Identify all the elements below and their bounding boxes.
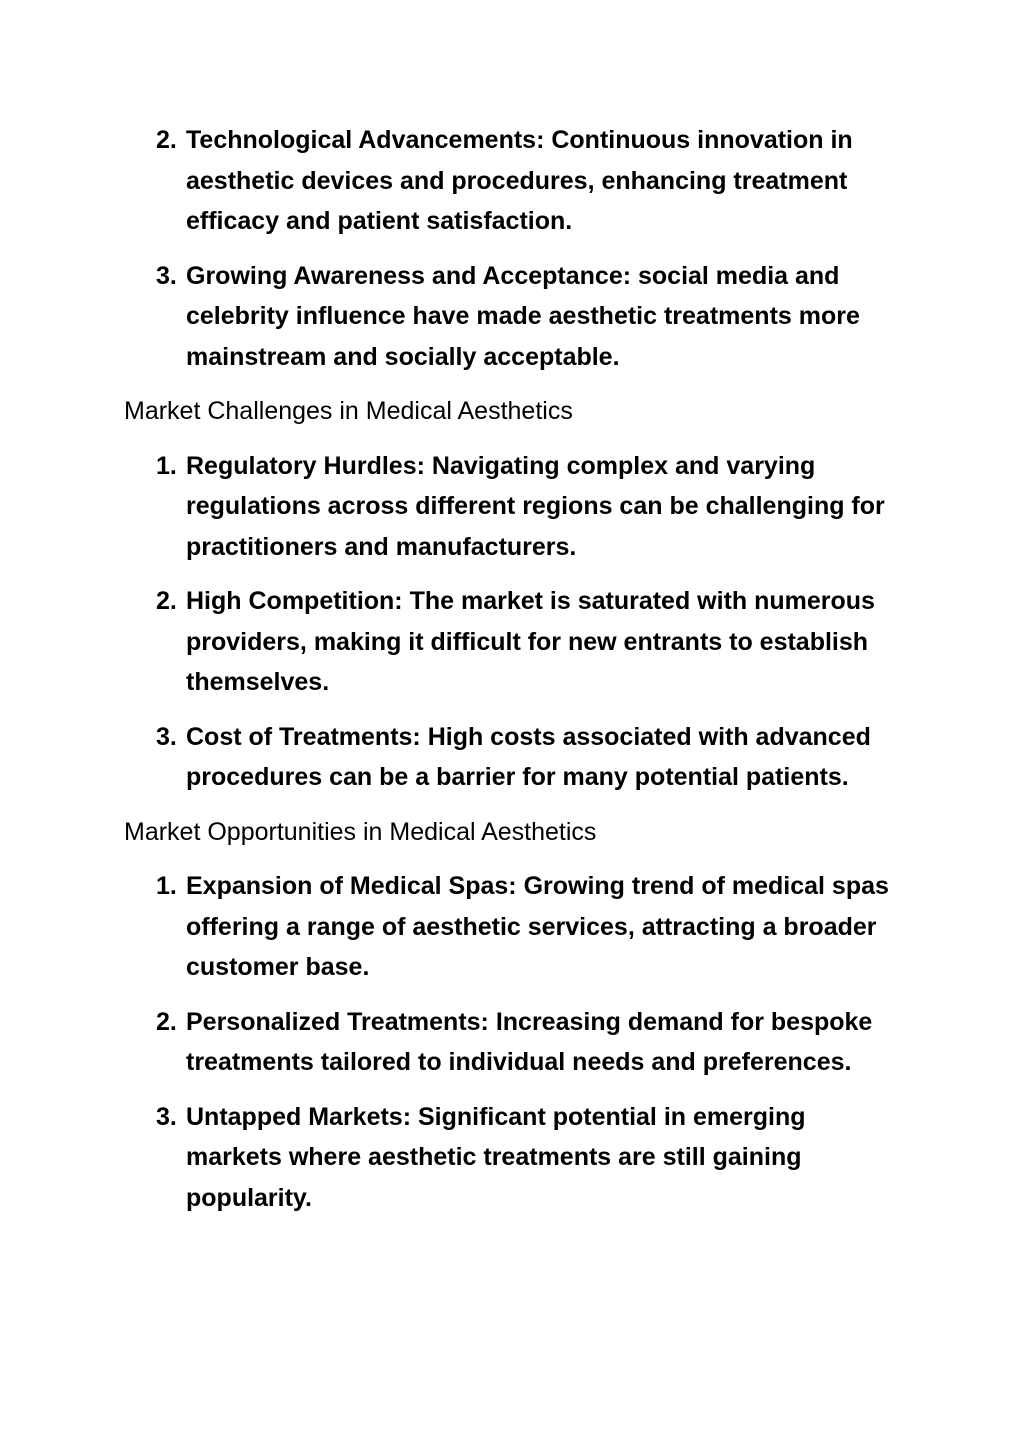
list-item-text: Technological Advancements: Continuous innovation in aesthetic devices and procedures, enhancing treatment efficacy and patient satisfaction. xyxy=(186,126,853,235)
list-item-number: 2. xyxy=(156,587,177,615)
list-item xyxy=(124,120,904,242)
document-body xyxy=(124,120,904,1232)
list-item-text: Expansion of Medical Spas: Growing trend of medical spas offering a range of aesthetic services, attracting a broader customer base. xyxy=(186,872,889,981)
list-item-number: 1. xyxy=(156,872,177,900)
list-item-number: 3. xyxy=(156,1102,177,1131)
challenges-list xyxy=(124,446,904,798)
list-item-text: High Competition: The market is saturated with numerous providers, making it difficult for new entrants to establish themselves. xyxy=(186,587,875,696)
list-item xyxy=(124,446,904,568)
list-item-text: Untapped Markets: Significant potential in emerging markets where aesthetic treatments are still gaining popularity. xyxy=(186,1102,806,1212)
list-item xyxy=(124,1002,904,1083)
list-item-text: Cost of Treatments: High costs associated with advanced procedures can be a barrier for many potential patients. xyxy=(186,722,871,791)
section-heading-opportunities: Market Opportunities in Medical Aesthetics xyxy=(124,817,597,846)
list-item-number: 2. xyxy=(156,1007,177,1036)
list-item xyxy=(124,256,904,378)
list-item-text: Regulatory Hurdles: Navigating complex and varying regulations across different regions can be challenging for practitioners and manufacturers. xyxy=(186,451,885,561)
list-item xyxy=(124,1097,904,1219)
list-item xyxy=(124,581,904,703)
section-heading-challenges: Market Challenges in Medical Aesthetics xyxy=(124,397,573,425)
list-item xyxy=(124,717,904,798)
list-item-number: 1. xyxy=(156,451,177,480)
list-item-number: 3. xyxy=(156,261,177,290)
list-item-number: 2. xyxy=(156,126,177,154)
drivers-list-continued xyxy=(124,120,904,377)
list-item-text: Personalized Treatments: Increasing demand for bespoke treatments tailored to individual needs and preferences. xyxy=(186,1007,873,1076)
list-item xyxy=(124,866,904,988)
list-item-text: Growing Awareness and Acceptance: social media and celebrity influence have made aesthetic treatments more mainstream and socially acceptable. xyxy=(186,261,860,371)
opportunities-list xyxy=(124,866,904,1218)
list-item-number: 3. xyxy=(156,722,177,751)
